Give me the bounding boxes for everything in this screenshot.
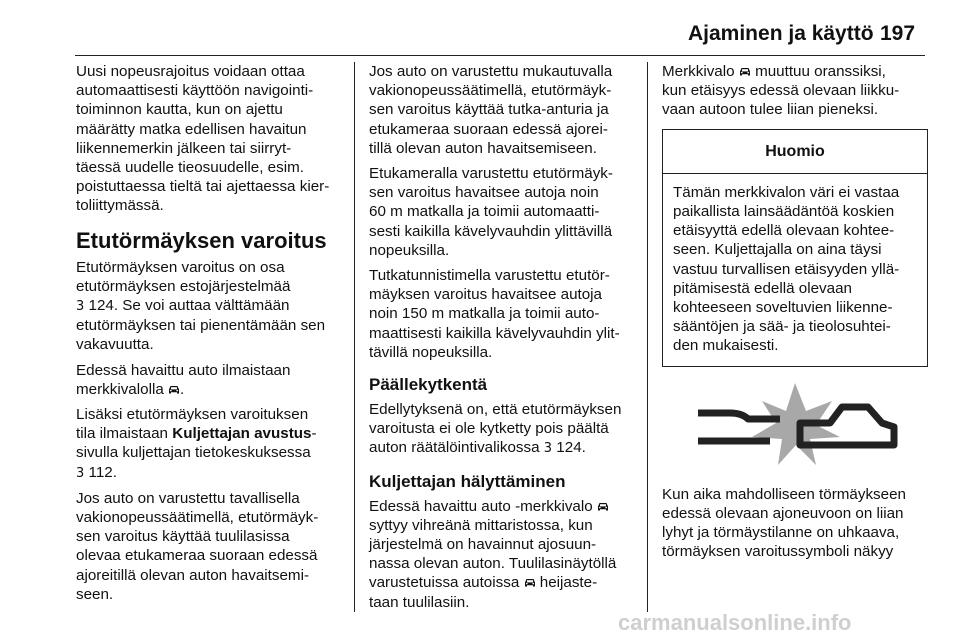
- paragraph-intro: Etutörmäyksen varoitus on osa etutörmäyksen estojärjestelmää 3 124. Se voi auttaa välttämään etutörmäyksen tai pienentämään sen vakavuutta.: [76, 258, 326, 354]
- car-front-icon: [524, 578, 536, 588]
- subheading-activation: Päällekytkentä: [369, 375, 488, 395]
- paragraph-activation: Edellytyksenä on, että etutörmäyksen varoitusta ei ole kytketty pois päältä auton räätälöintivalikossa 3 124.: [369, 401, 622, 457]
- page-number: 197: [880, 22, 916, 45]
- notice-body: Tämän merkkivalon väri ei vastaa paikallista lainsäädäntöä koskien etäisyyttä edellä olevaan kohtee- seen. Kuljettajalla on aina täysi vastuu turvallisen etäisyyden yllä- pitämisestä edellä olevaan kohteeseen soveltuvien liikenne- sääntöjen ja sää- ja tieolosuhtei- den mukaisesti.: [673, 183, 900, 355]
- paragraph-camera-range: Etukameralla varustettu etutörmäyk- sen varoitus havaitsee autoja noin 60 m matkalla ja toimii automaatti- sesti kaikilla kävelyvauhdin ylittävillä nopeuksilla.: [369, 165, 613, 259]
- reference-arrow-icon: 3: [76, 299, 85, 315]
- car-front-icon: [168, 385, 180, 395]
- watermark: carmanualsonline.info: [618, 610, 852, 635]
- car-front-icon: [739, 67, 751, 77]
- paragraph-collision: Kun aika mahdolliseen törmäykseen edessä olevaan ajoneuvoon on liian lyhyt ja törmäystilanne on uhkaava, törmäyksen varoitussymboli näkyy: [662, 485, 906, 561]
- section-heading: Etutörmäyksen varoitus: [76, 227, 327, 253]
- paragraph-camera: Jos auto on varustettu tavallisella vakionopeussäätimellä, etutörmäyk- sen varoitus käyttää tuulilasissa olevaa etukameraa suoraan edessä ajoreitillä olevan auton havaitsemi- seen.: [76, 489, 319, 603]
- paragraph-indicator: Edessä havaittu auto ilmaistaan merkkivalolla .: [76, 361, 291, 398]
- reference-arrow-icon: 3: [543, 441, 553, 457]
- reference-arrow-icon: 3: [76, 465, 85, 481]
- paragraph-orange: Merkkivalo muuttuu oranssiksi, kun etäisyys edessä olevaan liikku- vaan autoon tulee liian pieneksi.: [662, 63, 900, 119]
- notice-title: Huomio: [663, 130, 927, 174]
- paragraph-alert: Edessä havaittu auto -merkkivalo syttyy vihreänä mittaristossa, kun järjestelmä on havainnut ajosuun- nassa olevan auton. Tuulilasinäytöllä varustetuissa autoissa heijaste- taan tuulilasiin.: [369, 497, 617, 611]
- paragraph-adaptive: Jos auto on varustettu mukautuvalla vakionopeussäätimellä, etutörmäyk- sen varoitus käyttää tutka-anturia ja etukameraa suoraan edessä ajorei- tillä olevan auton havaitsemiseen.: [369, 63, 613, 157]
- column-divider: [647, 62, 648, 612]
- header-rule: [75, 55, 925, 56]
- column-right: [662, 62, 928, 567]
- page-header-title: Ajaminen ja käyttö: [688, 22, 874, 45]
- car-front-icon: [597, 502, 609, 512]
- subheading-alert: Kuljettajan hälyttäminen: [369, 471, 566, 491]
- notice-box: [662, 129, 928, 367]
- paragraph-speed-limit: Uusi nopeusrajoitus voidaan ottaa automaattisesti käyttöön navigointi- toiminnon kautta, kun on ajettu määrätty matka edellisen havaitun liikennemerkin jälkeen tai siirryt- täessä uudelle tieosuudelle, esim. poistuttaessa tieltä tai ajettaessa kier- toliittymässä.: [76, 63, 330, 215]
- column-middle: [369, 62, 637, 618]
- paragraph-driver-assist: Lisäksi etutörmäyksen varoituksen tila ilmaistaan Kuljettajan avustus- sivulla kuljettajan tietokeskuksessa 3 112.: [76, 406, 317, 481]
- paragraph-radar-range: Tutkatunnistimella varustettu etutör- mäyksen varoitus havaitsee autoja noin 150 m matkalla ja toimii auto- maattisesti kaikilla kävelyvauhdin ylit- tävillä nopeuksilla.: [369, 267, 620, 361]
- column-divider: [354, 62, 355, 612]
- column-left: [76, 62, 344, 610]
- collision-warning-symbol-icon: [690, 379, 900, 469]
- menu-name: Kuljettajan avustus: [172, 425, 312, 443]
